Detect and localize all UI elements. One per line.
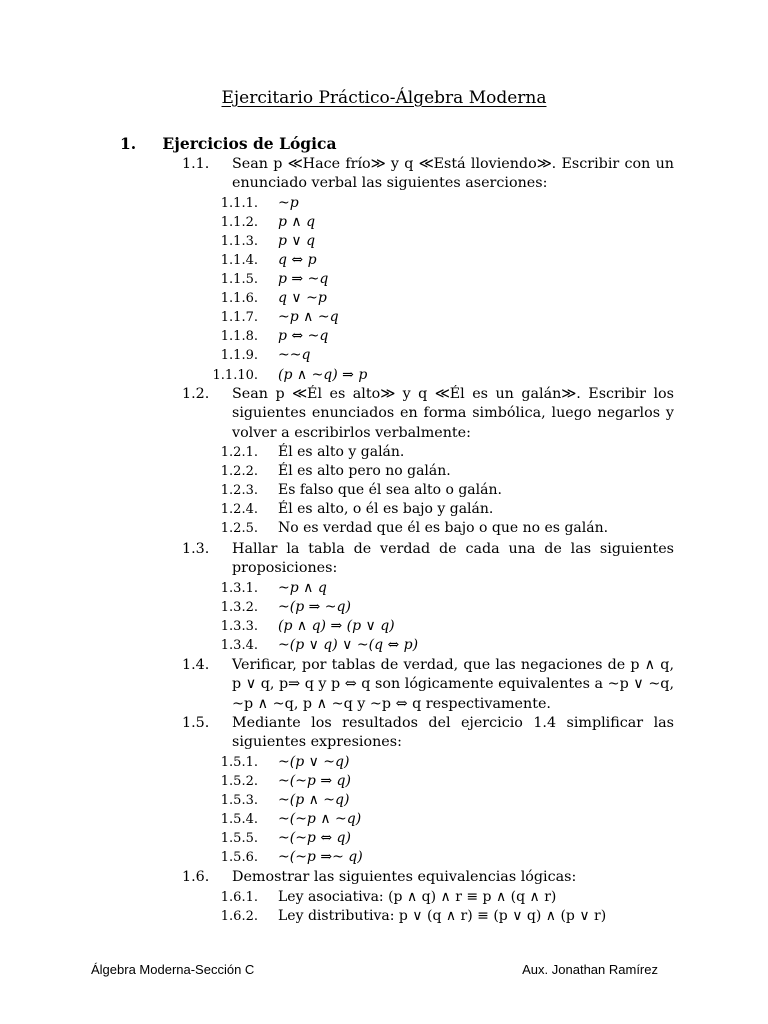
sub-item xyxy=(210,251,680,270)
item-number: 1.6. xyxy=(182,869,210,885)
sub-item-number: 1.1.10. xyxy=(212,368,258,383)
sub-item-number: 1.5.4. xyxy=(220,812,258,827)
section-number: 1. xyxy=(120,134,137,153)
sub-item-text: q ⇔ p xyxy=(278,252,317,268)
footer-right: Aux. Jonathan Ramírez xyxy=(522,962,658,977)
sub-item-number: 1.2.2. xyxy=(220,464,258,479)
sub-item-text: Él es alto y galán. xyxy=(278,444,405,460)
section-heading xyxy=(120,134,337,153)
sub-item xyxy=(210,907,680,926)
sub-item-text: ~p ∧ q xyxy=(278,580,327,596)
sub-item xyxy=(210,443,680,462)
sub-item xyxy=(210,810,680,829)
item-text: Sean p ≪Él es alto≫ y q ≪Él es un galán≫. Escribir los siguientes enunciados en forma simbólica, luego negarlos y volver a escribirlos verbalmente: xyxy=(232,386,674,441)
exercise-item xyxy=(182,540,674,579)
sub-item-text: Él es alto pero no galán. xyxy=(278,463,451,479)
exercise-item xyxy=(182,714,674,753)
sub-item-number: 1.6.2. xyxy=(220,909,258,924)
item-number: 1.5. xyxy=(182,715,210,731)
sub-item-text: p ∧ q xyxy=(278,214,316,230)
sub-item xyxy=(210,213,680,232)
sub-item-number: 1.1.4. xyxy=(220,253,258,268)
sub-item-text: p ∨ q xyxy=(278,233,316,249)
sub-item-number: 1.1.1. xyxy=(220,196,258,211)
sub-item-text: ~(p ⇒ ~q) xyxy=(278,599,351,615)
sub-item xyxy=(210,270,680,289)
sub-item-number: 1.1.7. xyxy=(220,310,258,325)
sub-item-text: Ley distributiva: p ∨ (q ∧ r) ≡ (p ∨ q) ∧ (p ∨ r) xyxy=(278,908,607,924)
sub-item xyxy=(210,500,680,519)
sub-item-text: Ley asociativa: (p ∧ q) ∧ r ≡ p ∧ (q ∧ r) xyxy=(278,889,557,905)
footer-left: Álgebra Moderna-Sección C xyxy=(91,962,255,977)
sub-item-text: ~(~p ⇒ q) xyxy=(278,773,351,789)
sub-item-number: 1.1.5. xyxy=(220,272,258,287)
page-title: Ejercitario Práctico-Álgebra Moderna xyxy=(221,88,547,108)
sub-item xyxy=(210,481,680,500)
sub-item-text: ~p ∧ ~q xyxy=(278,309,339,325)
sub-item xyxy=(210,519,680,538)
sub-item-number: 1.1.8. xyxy=(220,329,258,344)
sub-item-text: ~p xyxy=(278,195,299,211)
sub-item-number: 1.2.4. xyxy=(220,502,258,517)
sub-item-number: 1.2.1. xyxy=(220,445,258,460)
sub-item-number: 1.3.3. xyxy=(220,619,258,634)
sub-item xyxy=(210,888,680,907)
item-number: 1.1. xyxy=(182,156,210,172)
sub-item-text: (p ∧ ~q) ⇒ p xyxy=(278,367,368,383)
sub-item-text: p ⇔ ~q xyxy=(278,328,329,344)
sub-item xyxy=(210,598,680,617)
sub-item-number: 1.3.4. xyxy=(220,638,258,653)
exercise-item xyxy=(182,155,674,194)
sub-item-text: ~(~p ⇒~ q) xyxy=(278,849,363,865)
item-text: Mediante los resultados del ejercicio 1.4 simplificar las siguientes expresiones: xyxy=(232,715,674,751)
item-number: 1.4. xyxy=(182,657,210,673)
exercise-item xyxy=(182,385,674,443)
sub-item xyxy=(210,346,680,365)
sub-item-text: ~(p ∨ ~q) xyxy=(278,754,350,770)
sub-item-text: (p ∧ q) ⇒ (p ∨ q) xyxy=(278,618,395,634)
sub-item xyxy=(210,829,680,848)
sub-item xyxy=(210,791,680,810)
sub-item-text: q ∨ ~p xyxy=(278,290,327,306)
item-text: Demostrar las siguientes equivalencias lógicas: xyxy=(232,869,577,885)
sub-item-number: 1.1.6. xyxy=(220,291,258,306)
sub-item-text: Él es alto, o él es bajo y galán. xyxy=(278,501,494,517)
section-title: Ejercicios de Lógica xyxy=(162,134,337,153)
sub-item-number: 1.1.3. xyxy=(220,234,258,249)
sub-item-number: 1.3.1. xyxy=(220,581,258,596)
item-text: Sean p ≪Hace frío≫ y q ≪Está lloviendo≫. Escribir con un enunciado verbal las siguientes aserciones: xyxy=(232,156,674,192)
sub-item-text: ~(p ∧ ~q) xyxy=(278,792,350,808)
sub-item-number: 1.5.1. xyxy=(220,755,258,770)
sub-item xyxy=(210,308,680,327)
sub-item-number: 1.5.5. xyxy=(220,831,258,846)
sub-item-text: ~(p ∨ q) ∨ ~(q ⇔ p) xyxy=(278,637,419,653)
sub-item xyxy=(210,579,680,598)
sub-item-number: 1.1.9. xyxy=(220,348,258,363)
sub-item-number: 1.5.2. xyxy=(220,774,258,789)
exercise-item xyxy=(182,868,674,887)
sub-item xyxy=(210,848,680,867)
item-text: Hallar la tabla de verdad de cada una de las siguientes proposiciones: xyxy=(232,541,674,577)
sub-item-text: Es falso que él sea alto o galán. xyxy=(278,482,502,498)
sub-item xyxy=(210,194,680,213)
sub-item-text: ~~q xyxy=(278,347,311,363)
item-text: Verificar, por tablas de verdad, que las negaciones de p ∧ q, p ∨ q, p⇒ q y p ⇔ q son lógicamente equivalentes a ~p ∨ ~q, ~p ∧ ~q, p ∧ ~q y ~p ⇔ q respectivamente. xyxy=(232,657,674,712)
sub-item xyxy=(210,366,680,385)
sub-item-number: 1.6.1. xyxy=(220,890,258,905)
sub-item xyxy=(210,772,680,791)
sub-item xyxy=(210,617,680,636)
sub-item xyxy=(210,462,680,481)
sub-item-number: 1.3.2. xyxy=(220,600,258,615)
sub-item-number: 1.2.5. xyxy=(220,521,258,536)
sub-item-text: No es verdad que él es bajo o que no es galán. xyxy=(278,520,609,536)
sub-item-number: 1.1.2. xyxy=(220,215,258,230)
sub-item xyxy=(210,289,680,308)
sub-item-text: ~(~p ∧ ~q) xyxy=(278,811,362,827)
sub-item-text: p ⇒ ~q xyxy=(278,271,329,287)
sub-item xyxy=(210,327,680,346)
sub-item xyxy=(210,636,680,655)
sub-item xyxy=(210,232,680,251)
sub-item-number: 1.2.3. xyxy=(220,483,258,498)
sub-item-text: ~(~p ⇔ q) xyxy=(278,830,351,846)
item-number: 1.2. xyxy=(182,386,210,402)
exercise-item xyxy=(182,656,674,714)
item-number: 1.3. xyxy=(182,541,210,557)
sub-item-number: 1.5.6. xyxy=(220,850,258,865)
sub-item-number: 1.5.3. xyxy=(220,793,258,808)
sub-item xyxy=(210,753,680,772)
